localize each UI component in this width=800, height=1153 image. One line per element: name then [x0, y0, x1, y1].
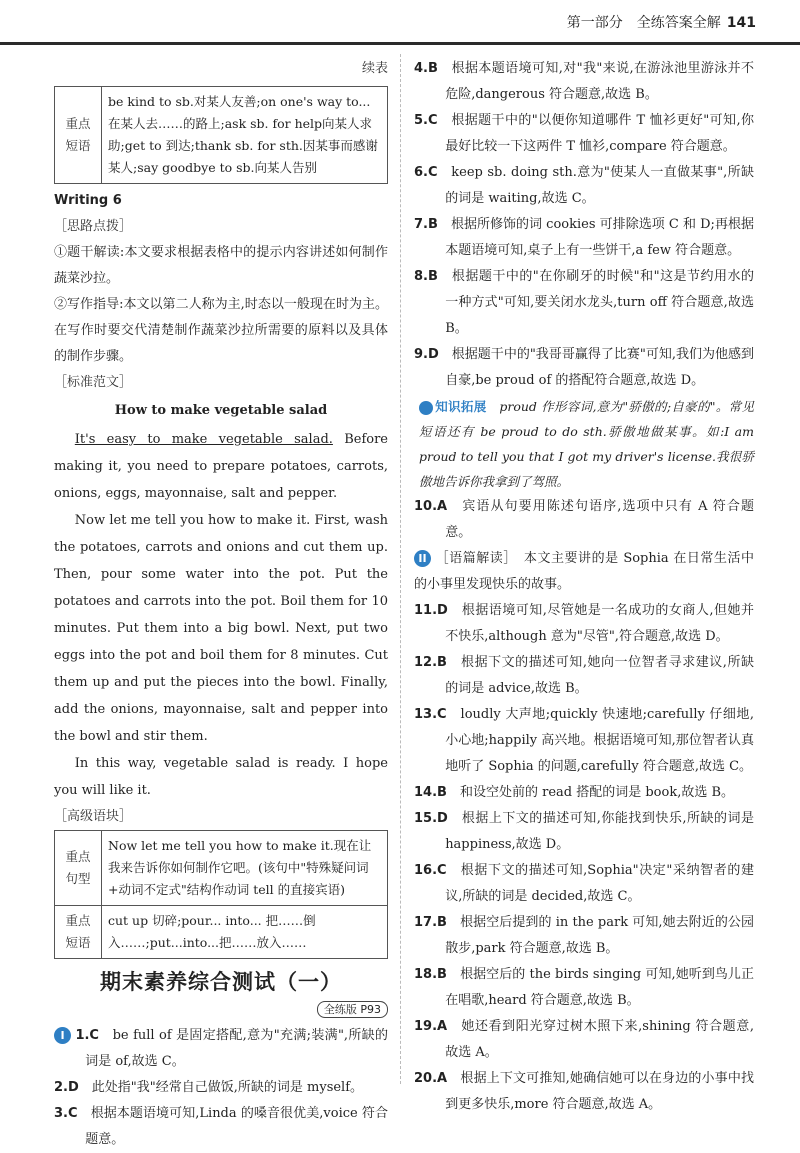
answer-text: 根据上下文可推知,她确信她可以在身边的小事中找到更多快乐,more 符合题意,故选 A。	[445, 1071, 754, 1112]
advanced-label: ［高级语块］	[54, 809, 133, 824]
answer-item	[54, 1101, 388, 1153]
essay-paragraph-rest: Before making it, you need to prepare potatoes, carrots, onions, eggs, mayonnaise, salt and pepper.	[54, 432, 388, 501]
answer-number: 9.D	[414, 347, 439, 362]
answer-item	[414, 806, 754, 858]
answer-number: 11.D	[414, 603, 448, 618]
essay-paragraph	[54, 426, 388, 507]
passage-analysis	[414, 546, 754, 598]
answer-item	[414, 598, 754, 650]
answer-number: 15.D	[414, 811, 448, 826]
answer-text: loudly 大声地;quickly 快速地;carefully 仔细地,小心地;happily 高兴地。根据语境可知,那位智者认真地听了 Sophia 的问题,carefully 符合题意,故选 C。	[445, 707, 754, 774]
answer-item	[414, 858, 754, 910]
table-label: 重点短语	[55, 87, 102, 184]
answer-item	[414, 342, 754, 394]
analysis-label: ［语篇解读］	[435, 551, 511, 566]
right-column	[414, 56, 754, 1118]
answer-text: 根据空后提到的 in the park 可知,她去附近的公园散步,park 符合题意,故选 B。	[445, 915, 754, 956]
answer-text: 根据语境可知,尽管她是一名成功的女商人,但她并不快乐,although 意为"尽管",符合题意,故选 D。	[445, 603, 754, 644]
think-point-1: ①题干解读:本文要求根据表格中的提示内容讲述如何制作蔬菜沙拉。	[54, 245, 388, 286]
answer-item	[414, 212, 754, 264]
answer-number: 18.B	[414, 967, 447, 982]
continued-label: 续表	[361, 61, 388, 76]
answer-text: 根据题干中的"以便你知道哪件 T 恤衫更好"可知,你最好比较一下这两件 T 恤衫,compare 符合题意。	[445, 113, 754, 154]
page-number: 141	[726, 15, 756, 31]
table-content: Now let me tell you how to make it.现在让我来告诉你如何制作它吧。(该句中"特殊疑问词+动词不定式"结构作动词 tell 的直接宾语)	[102, 831, 388, 906]
model-label: ［标准范文］	[54, 375, 133, 390]
column-divider	[400, 54, 401, 1084]
table-row	[55, 831, 388, 906]
answer-text: 根据下文的描述可知,Sophia"决定"采纳智者的建议,所缺的词是 decided,故选 C。	[445, 863, 754, 904]
answer-text: 根据空后的 the birds singing 可知,她听到鸟儿正在唱歌,heard 符合题意,故选 B。	[445, 967, 754, 1008]
answer-number: 7.B	[414, 217, 438, 232]
answer-item	[414, 1014, 754, 1066]
answer-text: 和设空处前的 read 搭配的词是 book,故选 B。	[459, 785, 735, 800]
part-two-circle-icon: II	[414, 550, 431, 567]
header-rule	[0, 42, 800, 45]
header-title: 第一部分 全练答案全解	[566, 15, 721, 31]
answer-number: 3.C	[54, 1106, 78, 1121]
writing-title: Writing 6	[54, 193, 122, 208]
page-header	[0, 0, 800, 42]
answer-text: 根据题干中的"在你刷牙的时候"和"这是节约用水的一种方式"可知,要关闭水龙头,turn off 符合题意,故选 B。	[445, 269, 754, 336]
answer-item	[54, 1023, 388, 1075]
answer-number: 5.C	[414, 113, 438, 128]
knowledge-text: proud 作形容词,意为"骄傲的;自豪的"。常见短语还有 be proud to do sth.骄傲地做某事。如:I am proud to tell you that I got my driver's license.我很骄傲地告诉你我拿到了驾照。	[419, 399, 754, 489]
answer-number: 8.B	[414, 269, 438, 284]
answer-item	[414, 962, 754, 1014]
answer-item	[414, 1066, 754, 1118]
header-text	[567, 12, 756, 32]
answer-text: 她还看到阳光穿过树木照下来,shining 符合题意,故选 A。	[445, 1019, 754, 1060]
answer-item	[414, 494, 754, 546]
advanced-table	[54, 830, 388, 959]
essay-topic-sentence: It's easy to make vegetable salad.	[74, 432, 333, 447]
think-point-2: ②写作指导:本文以第二人称为主,时态以一般现在时为主。在写作时要交代清楚制作蔬菜沙拉所需要的原料以及具体的制作步骤。	[54, 297, 388, 364]
left-column	[54, 56, 388, 1153]
answer-item	[414, 56, 754, 108]
table-content: cut up 切碎;pour... into... 把……倒入……;put...into...把……放入……	[102, 906, 388, 959]
test-title: 期末素养综合测试（一）	[100, 970, 342, 994]
essay-paragraph: In this way, vegetable salad is ready. I hope you will like it.	[54, 756, 388, 798]
table-content: be kind to sb.对某人友善;on one's way to... 在某人去……的路上;ask sb. for help向某人求助;get to 到达;thank sb. for sth.因某事而感谢某人;say goodbye to sb.向某人告别	[102, 87, 388, 184]
answer-item	[414, 264, 754, 342]
part-one-circle-icon: I	[54, 1027, 71, 1044]
answer-number: 10.A	[414, 499, 448, 514]
answer-text: 根据题干中的"我哥哥赢得了比赛"可知,我们为他感到自豪,be proud of 的搭配符合题意,故选 D。	[445, 347, 754, 388]
analysis-text: 本文主要讲的是 Sophia 在日常生活中的小事里发现快乐的故事。	[414, 551, 754, 592]
table-label: 重点短语	[55, 906, 102, 959]
think-label: ［思路点拨］	[54, 219, 133, 234]
model-essay	[54, 398, 388, 804]
answer-number: 6.C	[414, 165, 438, 180]
answer-number: 16.C	[414, 863, 447, 878]
answer-item	[414, 650, 754, 702]
answer-number: 4.B	[414, 61, 438, 76]
answer-text: 根据本题语境可知,Linda 的嗓音很优美,voice 符合题意。	[85, 1106, 388, 1147]
answer-text: 此处指"我"经常自己做饭,所缺的词是 myself。	[91, 1080, 364, 1095]
answer-text: 宾语从句要用陈述句语序,选项中只有 A 符合题意。	[445, 499, 754, 540]
answer-number: 14.B	[414, 785, 447, 800]
answer-item	[414, 108, 754, 160]
answer-text: be full of 是固定搭配,意为"充满;装满",所缺的词是 of,故选 C。	[85, 1028, 388, 1069]
answer-text: 根据本题语境可知,对"我"来说,在游泳池里游泳并不危险,dangerous 符合题意,故选 B。	[445, 61, 754, 102]
answer-number: 2.D	[54, 1080, 79, 1095]
page-tag-wrap	[54, 997, 388, 1023]
knowledge-icon	[419, 401, 433, 415]
page-tag: 全练版 P93	[317, 1001, 388, 1018]
answer-number: 20.A	[414, 1071, 448, 1086]
answer-number: 19.A	[414, 1019, 448, 1034]
knowledge-label: 知识拓展	[435, 399, 487, 414]
knowledge-expansion	[414, 394, 754, 494]
answer-text: keep sb. doing sth.意为"使某人一直做某事",所缺的词是 waiting,故选 C。	[445, 165, 754, 206]
answer-item	[414, 910, 754, 962]
answer-item	[414, 160, 754, 212]
table-row	[55, 906, 388, 959]
answer-text: 根据上下文的描述可知,你能找到快乐,所缺的词是 happiness,故选 D。	[445, 811, 754, 852]
essay-paragraph: Now let me tell you how to make it. First, wash the potatoes, carrots and onions and cut them up. Then, pour some water into the pot. Put the potatoes and carrots into the pot. Boil them for 10 minutes. Put them into a big bowl. Next, put two eggs into the pot and boil them for 8 minutes. Cut them up and put the pieces into the bowl. Finally, add the onions, mayonnaise, salt and pepper into the bowl and stir them.	[54, 513, 388, 744]
essay-title: How to make vegetable salad	[114, 403, 328, 418]
answer-item	[414, 780, 754, 806]
answer-number: 12.B	[414, 655, 447, 670]
answer-item	[414, 702, 754, 780]
table-row	[55, 87, 388, 184]
answer-text: 根据下文的描述可知,她向一位智者寻求建议,所缺的词是 advice,故选 B。	[445, 655, 754, 696]
answer-number: 17.B	[414, 915, 447, 930]
answer-item	[54, 1075, 388, 1101]
answer-text: 根据所修饰的词 cookies 可排除选项 C 和 D;再根据本题语境可知,桌子上有一些饼干,a few 符合题意。	[445, 217, 754, 258]
answer-number: 1.C	[75, 1028, 99, 1043]
answer-number: 13.C	[414, 707, 447, 722]
phrases-table	[54, 86, 388, 184]
table-label: 重点句型	[55, 831, 102, 906]
